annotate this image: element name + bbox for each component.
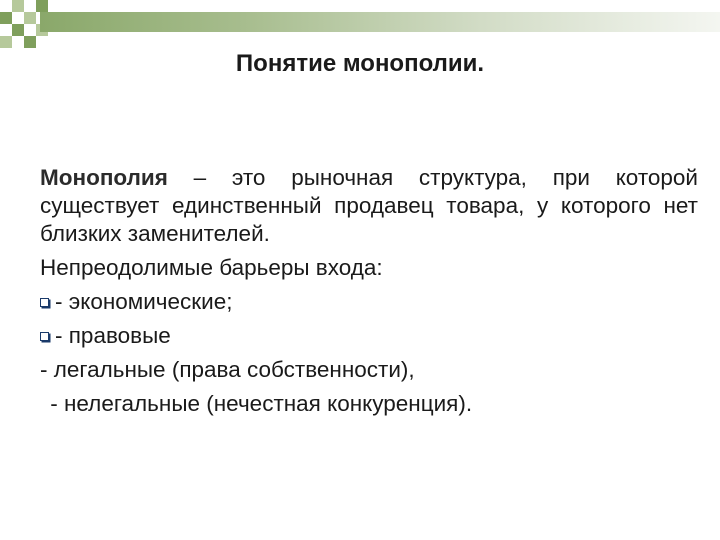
corner-square: [36, 0, 48, 12]
sub-item-illegal: - нелегальные (нечестная конкуренция).: [44, 391, 473, 416]
square-bullet-icon: [40, 298, 49, 307]
corner-square: [12, 0, 24, 12]
sub-item-legal: - легальные (права собственности),: [40, 357, 415, 382]
barriers-heading: Непреодолимые барьеры входа:: [40, 255, 383, 280]
slide-body: [40, 164, 698, 424]
definition-text: – это рыночная структура, при которой существует единственный продавец товара, у которого нет близких заменителей.: [40, 165, 698, 246]
corner-square: [24, 12, 36, 24]
list-item-label: - экономические;: [55, 289, 233, 314]
definition-paragraph: [40, 164, 698, 248]
list-item: [40, 322, 698, 350]
definition-term: Монополия: [40, 165, 168, 190]
list-item-label: - правовые: [55, 323, 171, 348]
list-item: [40, 288, 698, 316]
corner-square: [12, 24, 24, 36]
square-bullet-icon: [40, 332, 49, 341]
header-gradient-bar: [40, 12, 720, 32]
slide-title: Понятие монополии.: [235, 50, 485, 77]
corner-square: [0, 12, 12, 24]
